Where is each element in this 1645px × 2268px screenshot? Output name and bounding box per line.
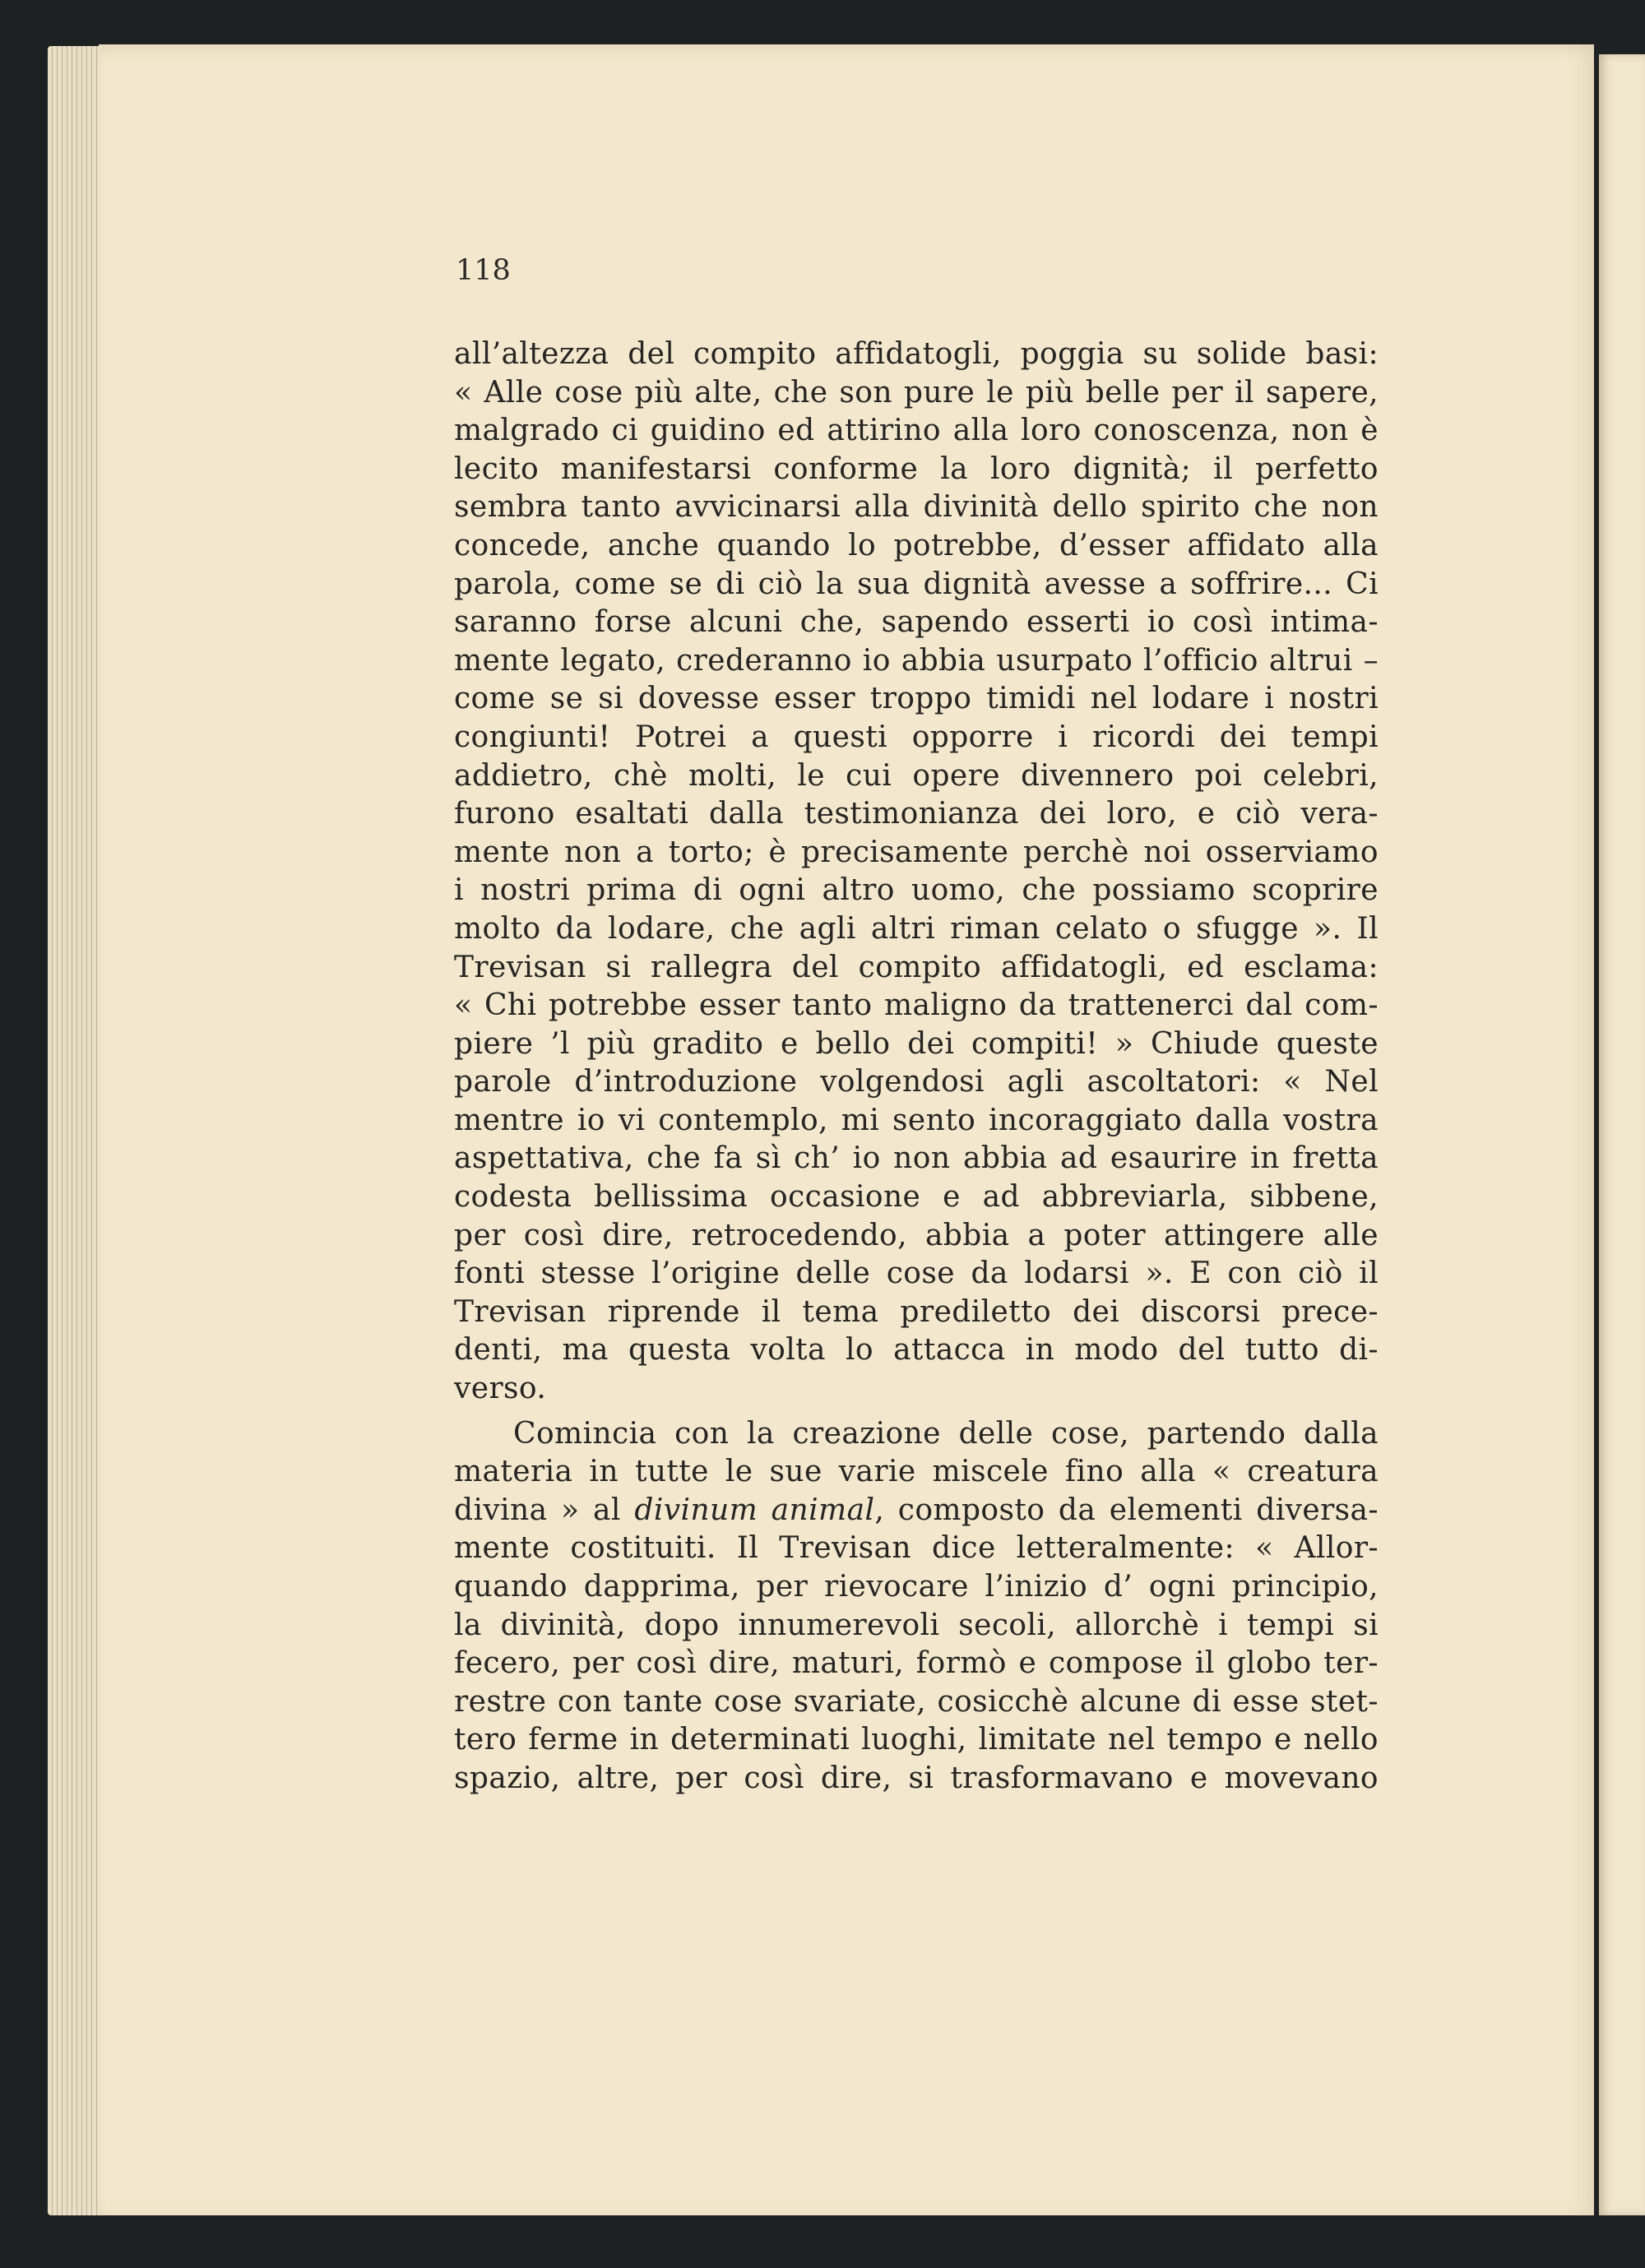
text-line: restre con tante cose svariate, cosicchè alcune di esse stet- [454, 1684, 1379, 1719]
text-line: molto da lodare, che agli altri riman celato o sfugge ». Il [454, 911, 1379, 946]
text-line: congiunti! Potrei a questi opporre i ricordi dei tempi [454, 720, 1379, 754]
text-line: tero ferme in determinati luoghi, limitate nel tempo e nello [454, 1723, 1379, 1757]
text-line: materia in tutte le sue varie miscele fino alla « creatura [454, 1455, 1379, 1489]
text-line: concede, anche quando lo potrebbe, d’esser affidato alla [454, 528, 1379, 562]
text-line: mente legato, crederanno io abbia usurpato l’officio altrui – [454, 643, 1379, 678]
text-line: spazio, altre, per così dire, si trasformavano e movevano [454, 1761, 1379, 1795]
page-number: 118 [456, 254, 511, 287]
text-line: Trevisan riprende il tema prediletto dei discorsi prece- [454, 1294, 1379, 1329]
text-line: furono esaltati dalla testimonianza dei loro, e ciò vera- [454, 797, 1379, 831]
text-line: Trevisan si rallegra del compito affidatogli, ed esclama: [454, 950, 1379, 984]
text-line: saranno forse alcuni che, sapendo esserti io così intima- [454, 605, 1379, 640]
text-line: lecito manifestarsi conforme la loro dignità; il perfetto [454, 451, 1379, 486]
text-line: aspettativa, che fa sì ch’ io non abbia ad esaurire in fretta [454, 1141, 1379, 1176]
text-line: la divinità, dopo innumerevoli secoli, allorchè i tempi si [454, 1608, 1379, 1642]
text-line: per così dire, retrocedendo, abbia a poter attingere alle [454, 1218, 1379, 1252]
text-line: addietro, chè molti, le cui opere divennero poi celebri, [454, 758, 1379, 793]
text-line: mente costituiti. Il Trevisan dice letteralmente: « Allor- [454, 1531, 1379, 1566]
text-line: denti, ma questa volta lo attacca in modo del tutto di- [454, 1333, 1379, 1368]
text-line: parola, come se di ciò la sua dignità avesse a soffrire... Ci [454, 567, 1379, 601]
text-line: quando dapprima, per rievocare l’inizio d’ ogni principio, [454, 1570, 1379, 1604]
text-line: mente non a torto; è precisamente perchè noi osserviamo [454, 835, 1379, 869]
body-text [454, 336, 1379, 1798]
italic-latin-phrase: divinum animal [634, 1493, 875, 1527]
text-fragment: divina » al [454, 1493, 635, 1527]
text-line: i nostri prima di ogni altro uomo, che possiamo scoprire [454, 873, 1379, 908]
text-line: come se si dovesse esser troppo timidi nel lodare i nostri [454, 682, 1379, 716]
text-line: mentre io vi contemplo, mi sento incoraggiato dalla vostra [454, 1103, 1379, 1137]
text-line: « Alle cose più alte, che son pure le più belle per il sapere, [454, 375, 1379, 410]
text-line-with-italic [454, 1492, 1379, 1530]
text-line: parole d’introduzione volgendosi agli ascoltatori: « Nel [454, 1065, 1379, 1099]
paragraph-1 [454, 336, 1379, 1409]
text-line: fonti stesse l’origine delle cose da lodarsi ». E con ciò il [454, 1257, 1379, 1291]
text-line: malgrado ci guidino ed attirino alla loro conoscenza, non è [454, 414, 1379, 448]
text-line: sembra tanto avvicinarsi alla divinità dello spirito che non [454, 490, 1379, 525]
text-line: Comincia con la creazione delle cose, partendo dalla [513, 1416, 1379, 1451]
text-line: all’altezza del compito affidatogli, poggia su solide basi: [454, 337, 1379, 371]
text-line: codesta bellissima occasione e ad abbreviarla, sibbene, [454, 1180, 1379, 1215]
text-line: piere ’l più gradito e bello dei compiti! » Chiude queste [454, 1026, 1379, 1061]
text-line: verso. [454, 1372, 547, 1406]
text-line: « Chi potrebbe esser tanto maligno da trattenerci dal com- [454, 988, 1379, 1023]
text-line: fecero, per così dire, maturi, formò e compose il globo ter- [454, 1646, 1379, 1681]
paragraph-2 [454, 1415, 1379, 1798]
text-fragment: , composto da elementi diversa- [874, 1493, 1379, 1527]
facing-page-edge [1599, 54, 1645, 2215]
